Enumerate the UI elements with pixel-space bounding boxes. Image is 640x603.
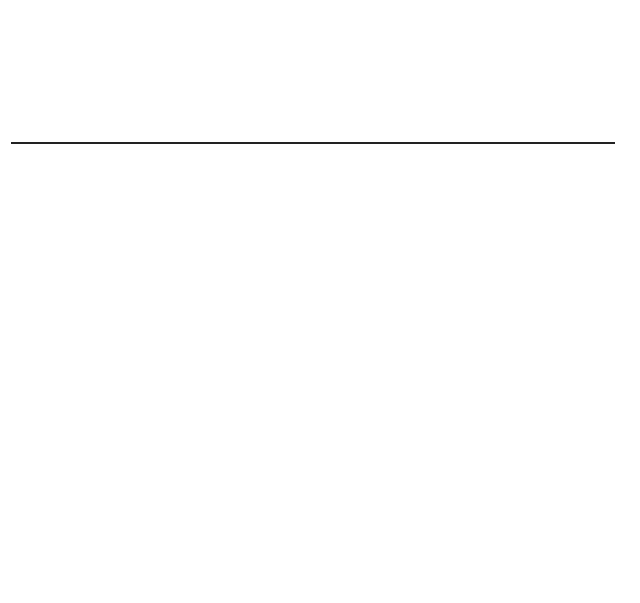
header-rule [11,142,615,144]
spacer [0,150,640,161]
